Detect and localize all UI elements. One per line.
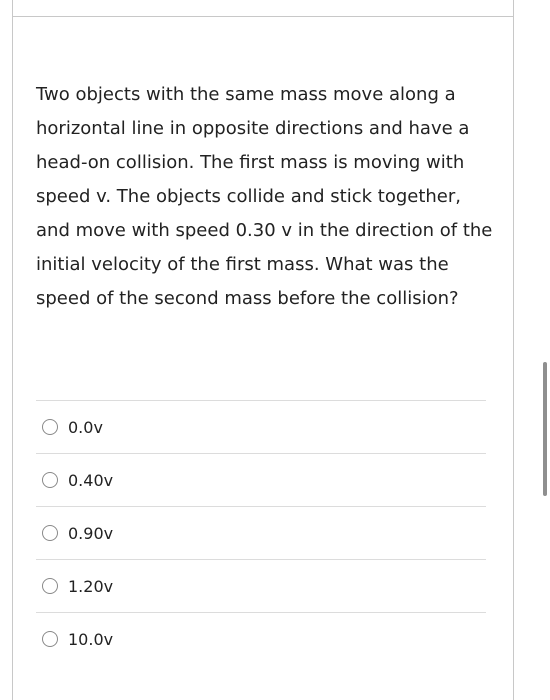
question-text: Two objects with the same mass move along a horizontal line in opposite directions and have a head-on collision. The first mass is moving with speed v. The objects collide and stick together, and move with speed 0.30 v in the direction of the initial velocity of the first mass. What was the speed of the second mass before the collision? xyxy=(36,84,493,309)
radio-button-icon[interactable] xyxy=(42,578,58,594)
answer-label: 0.40v xyxy=(68,470,114,490)
answer-option-1[interactable] xyxy=(36,453,486,506)
answer-option-4[interactable] xyxy=(36,612,486,665)
radio-button-icon[interactable] xyxy=(42,525,58,541)
answer-label: 10.0v xyxy=(68,629,114,649)
scrollbar-thumb[interactable] xyxy=(543,362,547,496)
answer-options xyxy=(36,400,486,665)
top-panel-border xyxy=(13,0,513,17)
question-card xyxy=(12,0,514,700)
answer-option-3[interactable] xyxy=(36,559,486,612)
answer-option-0[interactable] xyxy=(36,400,486,453)
answer-label: 1.20v xyxy=(68,576,114,596)
answer-option-2[interactable] xyxy=(36,506,486,559)
radio-button-icon[interactable] xyxy=(42,472,58,488)
radio-button-icon[interactable] xyxy=(42,419,58,435)
answer-label: 0.0v xyxy=(68,417,103,437)
answer-label: 0.90v xyxy=(68,523,114,543)
radio-button-icon[interactable] xyxy=(42,631,58,647)
